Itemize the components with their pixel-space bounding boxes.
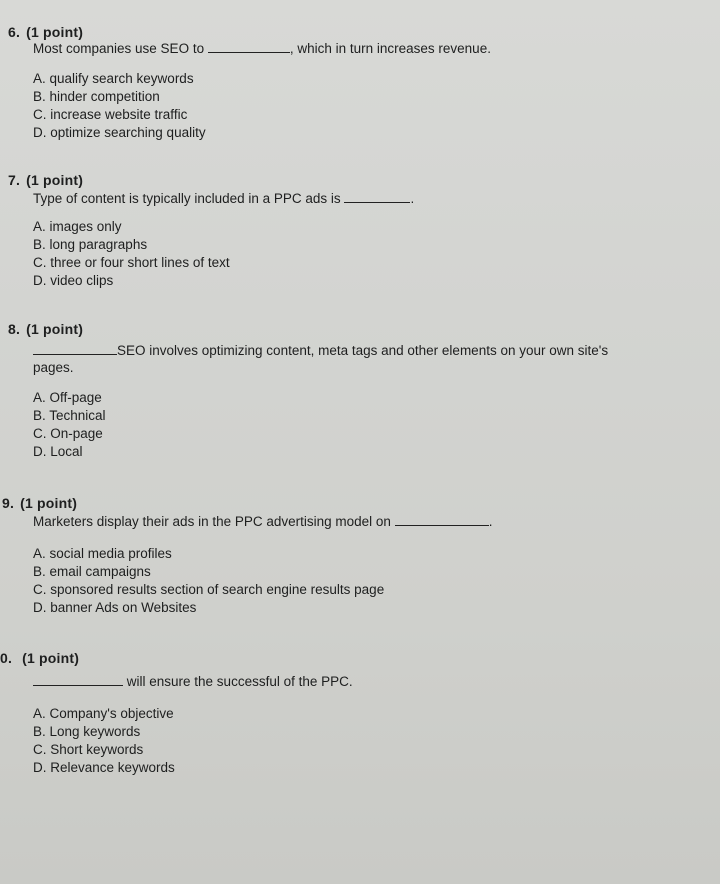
stem-text: . bbox=[488, 514, 493, 529]
question-header bbox=[0, 650, 79, 666]
answer-blank bbox=[344, 190, 410, 203]
option-a[interactable]: A. images only bbox=[33, 219, 122, 234]
answer-blank bbox=[33, 673, 123, 686]
question-stem bbox=[33, 342, 608, 358]
question-points: (1 point) bbox=[22, 650, 80, 666]
option-c[interactable]: C. On-page bbox=[33, 426, 103, 441]
option-b[interactable]: B. long paragraphs bbox=[33, 237, 148, 252]
option-a[interactable]: A. social media profiles bbox=[33, 546, 172, 561]
option-d[interactable]: D. Local bbox=[33, 444, 83, 459]
question-points: (1 point) bbox=[26, 172, 84, 188]
option-b[interactable]: B. hinder competition bbox=[33, 89, 160, 104]
stem-text: SEO involves optimizing content, meta tags and other elements on your own site's bbox=[117, 343, 609, 358]
answer-blank bbox=[208, 40, 290, 53]
stem-text: will ensure the successful of the PPC. bbox=[126, 674, 353, 689]
question-stem bbox=[33, 190, 414, 206]
question-header bbox=[8, 321, 83, 337]
question-header bbox=[8, 172, 83, 188]
question-stem bbox=[33, 40, 491, 56]
question-number: 0. bbox=[0, 650, 13, 666]
option-c[interactable]: C. sponsored results section of search engine results page bbox=[33, 582, 385, 597]
question-number: 7. bbox=[8, 172, 21, 188]
option-b[interactable]: B. Technical bbox=[33, 408, 106, 423]
option-c[interactable]: C. three or four short lines of text bbox=[33, 255, 230, 270]
option-d[interactable]: D. video clips bbox=[33, 273, 114, 288]
stem-text: Marketers display their ads in the PPC advertising model on bbox=[33, 514, 391, 529]
question-stem bbox=[33, 673, 353, 689]
option-a[interactable]: A. qualify search keywords bbox=[33, 71, 194, 86]
question-stem bbox=[33, 513, 492, 529]
options-list bbox=[33, 70, 206, 142]
stem-text: , which in turn increases revenue. bbox=[289, 41, 491, 56]
option-d[interactable]: D. banner Ads on Websites bbox=[33, 600, 197, 615]
option-b[interactable]: B. Long keywords bbox=[33, 724, 141, 739]
question-points: (1 point) bbox=[26, 321, 84, 337]
option-a[interactable]: A. Off-page bbox=[33, 390, 102, 405]
options-list bbox=[33, 389, 106, 461]
question-points: (1 point) bbox=[26, 24, 84, 40]
option-a[interactable]: A. Company's objective bbox=[33, 706, 174, 721]
option-d[interactable]: D. optimize searching quality bbox=[33, 125, 206, 140]
question-number: 8. bbox=[8, 321, 21, 337]
question-number: 9. bbox=[2, 495, 15, 511]
option-d[interactable]: D. Relevance keywords bbox=[33, 760, 175, 775]
stem-text: Most companies use SEO to bbox=[33, 41, 205, 56]
answer-blank bbox=[33, 342, 117, 355]
options-list bbox=[33, 218, 230, 290]
option-c[interactable]: C. increase website traffic bbox=[33, 107, 188, 122]
options-list bbox=[33, 545, 384, 617]
question-stem-line2: pages. bbox=[33, 360, 74, 375]
question-header bbox=[8, 24, 83, 40]
question-number: 6. bbox=[8, 24, 21, 40]
option-c[interactable]: C. Short keywords bbox=[33, 742, 144, 757]
options-list bbox=[33, 705, 175, 777]
stem-text: . bbox=[410, 191, 415, 206]
question-points: (1 point) bbox=[20, 495, 78, 511]
question-header bbox=[2, 495, 77, 511]
stem-text: Type of content is typically included in a PPC ads is bbox=[33, 191, 341, 206]
answer-blank bbox=[395, 513, 489, 526]
option-b[interactable]: B. email campaigns bbox=[33, 564, 151, 579]
